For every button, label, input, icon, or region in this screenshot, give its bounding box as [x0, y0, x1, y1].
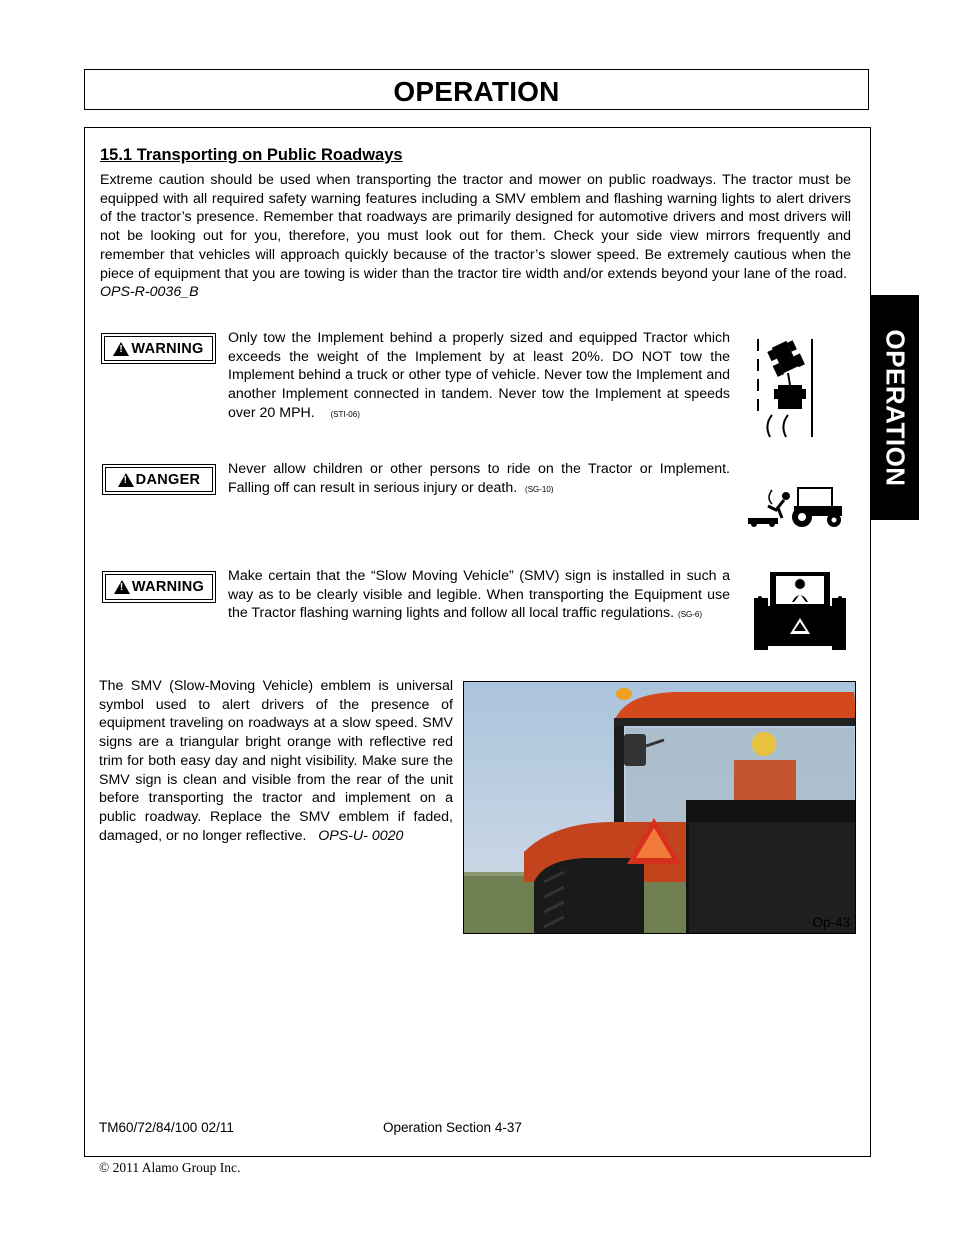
- smv-paragraph: [99, 677, 453, 845]
- towing-lane-icon: [750, 335, 820, 440]
- smv-tractor-rear-icon: [748, 570, 852, 654]
- section-title: 15.1 Transporting on Public Roadways: [100, 146, 403, 164]
- copyright: © 2011 Alamo Group Inc.: [99, 1160, 241, 1175]
- notice-body: Never allow children or other persons to ride on the Tractor or Implement. Falling off can result in serious injury or death.: [228, 461, 730, 496]
- intro-ref: OPS-R-0036_B: [100, 284, 199, 301]
- side-tab-label: OPERATION: [880, 328, 910, 487]
- footer-model: TM60/72/84/100 02/11: [99, 1120, 234, 1135]
- notice-ref: (SG-10): [525, 484, 554, 494]
- footer-section: Operation Section 4-37: [383, 1120, 522, 1135]
- tractor-rear-photo-image: [464, 682, 856, 934]
- header-box: [84, 69, 869, 110]
- intro-paragraph: [100, 171, 851, 302]
- side-tab: [870, 295, 919, 520]
- badge-label: WARNING: [131, 579, 205, 595]
- notice-text: [228, 460, 730, 499]
- badge-label: DANGER: [135, 471, 201, 488]
- alert-triangle-icon: !: [118, 473, 134, 487]
- page-header-title: OPERATION: [393, 76, 560, 107]
- smv-tractor-photo: [463, 681, 856, 934]
- alert-triangle-icon: !: [114, 580, 130, 594]
- rider-fall-icon: [746, 480, 846, 530]
- alert-triangle-icon: !: [113, 342, 129, 356]
- notice-ref: (STI-06): [330, 409, 360, 419]
- notice-text: [228, 567, 730, 625]
- smv-text: The SMV (Slow-Moving Vehicle) emblem is universal symbol used to alert drivers of the presence of equipment traveling on roadways at a slow speed. SMV signs are a triangular bright orange with reflective red trim for both easy day and night visibility. Make sure the SMV sign is clean and visible from the rear of the unit before transporting the tractor and implement on a public roadway. Replace the SMV emblem if faded, damaged, or no longer reflective.: [99, 678, 453, 844]
- badge-label: WARNING: [131, 340, 204, 357]
- notice-body: Make certain that the “Slow Moving Vehicle” (SMV) sign is installed in such a way as to be clearly visible and legible. When transporting the Equipment use the Tractor flashing warning lights and follow all local traffic regulations.: [228, 568, 730, 622]
- intro-text: Extreme caution should be used when transporting the tractor and mower on public roadways. The tractor must be equipped with all required safety warning features including a SMV emblem and flashing warning lights to alert drivers of the tractor’s presence. Remember that roadways are primarily designed for automotive drivers and most drivers will not be looking out for you, therefore, you must look out for them. Check your side view mirrors frequently and remember that vehicles will approach quickly because of the tractor’s slower speed. Be extremely cautious when the piece of equipment that you are towing is wider than the tractor tire width and/or extends beyond your lane of the road.: [100, 172, 851, 282]
- photo-label: Op-43: [812, 915, 850, 930]
- smv-ref: OPS-U- 0020: [318, 827, 404, 844]
- danger-badge: [102, 464, 216, 495]
- warning-badge: [102, 571, 216, 603]
- notice-body: Only tow the Implement behind a properly sized and equipped Tractor which exceeds the weight of the Implement by at least 20%. DO NOT tow the Implement behind a truck or other type of vehicle. Never tow the Implement and another Implement connected in tandem. Never tow the Implement at speeds over 20 MPH.: [228, 330, 730, 421]
- warning-badge: [101, 333, 216, 364]
- notice-ref: (SG-6): [678, 610, 703, 620]
- notice-text: [228, 329, 730, 425]
